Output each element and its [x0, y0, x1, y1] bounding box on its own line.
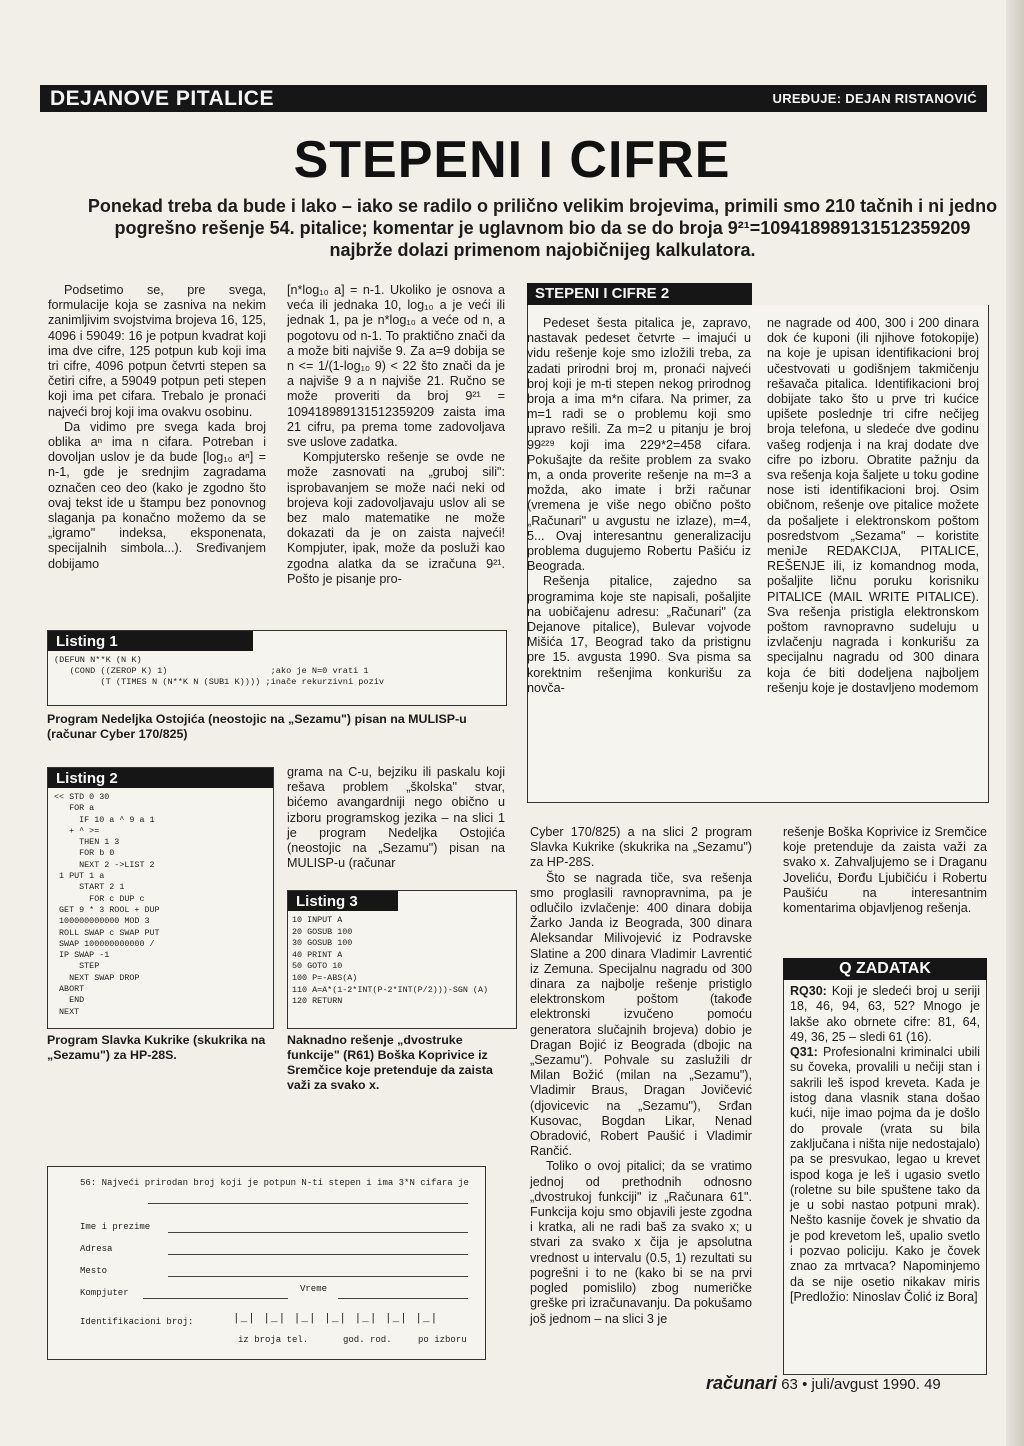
- answer-line[interactable]: [148, 1203, 468, 1204]
- listing-2-box: [47, 767, 274, 1029]
- solution-coupon: [47, 1166, 486, 1360]
- place-label: Mesto: [80, 1266, 108, 1276]
- column-2: [287, 283, 505, 587]
- listing-3-title: Listing 3: [288, 891, 398, 911]
- bullet-separator: •: [802, 1376, 808, 1393]
- q31-label: Q31:: [790, 1045, 818, 1060]
- paragraph: Da vidimo pre svega kada broj oblika aⁿ ima n cifara. Potreban i dovoljan uslov je da bude [log₁₀ aⁿ] = n-1, gde je srednjim zagradama označen ceo deo (kako je zgodno što ovaj tekst ide u štampu bez ponovnog slaganja pa konačno možemo da se „igramo" indeksa, eksponenata, specijalnih simbola...). Sređivanjem dobijamo: [48, 419, 266, 571]
- paragraph: grama na C-u, bejziku ili paskalu koji rešava problem „školska" stvar, bićemo avangardniji nego obično u izboru programskog jezika – na slici 1 je program Nedeljka Ostojića (neostojic na „Sezamu") pisan na MULISP-u (računar: [287, 765, 505, 871]
- listing-2-code: << STD 0 30 FOR a IF 10 a ^ 9 a 1 + ^ >= THEN 1 3 FOR b 0 NEXT 2 ->LIST 2 1 PUT 1 a START 2 1 FOR c DUP c GET 9 * 3 ROOL + DUP 100000000000 MOD 3 ROLL SWAP c SWAP PUT SWAP 100000000000 / IP SWAP -1 STEP NEXT SWAP DROP ABORT END NEXT: [54, 792, 160, 1017]
- q31-body: Profesionalni kriminalci ubili su čoveka, provalili u nečiji stan i sakrili leš ispod kreveta. Kada je istog dana vlasnik stana došao kući, nije imao pojma da je došlo do provale (vrata su bila zaključana i ništa nije nedostajalo) pa se presvukao, legao u krevet ispod koga je leš i ugasio svetlo (roletne su bile spuštene tako da je u sobi nastao potpuni mrak). Nešto kasnije čovek je shvatio da je pod krevetom leš, upalio svetlo i pozvao policiju. Kako je čovek znao za mrtvaca? Napominjemo da se nije osetio nikakav miris [Predložio: Ninoslav Čolić iz Bora]: [790, 1045, 980, 1304]
- paragraph: [n*log₁₀ a] = n-1. Ukoliko je osnova a veća ili jednaka 10, log₁₀ a je veći ili jednak 1, pa je n*log₁₀ a veće od n, a pogotovu od n-1. To praktično znači da a može biti najviše 9. Za a=9 dobija se n <= 1/(1-log₁₀ 9) < 22 što znači da je a najviše 9 a n najviše 21. Ručno se može proveriti da broj 9²¹ = 109418989131512359209 zaista ima 21 cifru, pa prema tome zadovoljava sve uslove zadatka.: [287, 283, 505, 450]
- page-footer: [706, 1373, 941, 1394]
- magazine-brand: računari: [706, 1373, 778, 1393]
- listing-1-caption: Program Nedeljka Ostojića (neostojic na „Sezamu") pisan na MULISP-u (računar Cyber 170/825): [47, 712, 467, 741]
- column-name: DEJANOVE PITALICE: [50, 86, 274, 110]
- paragraph: Toliko o ovoj pitalici; da se vratimo jednoj od prethodnih odnosno „dvostrukoj funkciji" iz „Računara 61". Funkcija koju smo objavili jeste zgodna i kratka, ali ne radi baš za svako x; u stvari za svako x čija je apsolutna vrednost u intervalu (0.5, 1) rezultati su pogrešni i to ne (kako bi se na prvi pogled pomislilo) zbog numeričke greške pri izračunavanju. Da pokušamo još jednom – na slici 3 je: [530, 1159, 752, 1326]
- section-header-bar: [40, 85, 987, 112]
- paragraph: Cyber 170/825) a na slici 2 program Slavka Kukrike (skukrika na „Sezamu") za HP-28S.: [530, 825, 752, 870]
- id-hint-choice: po izboru: [418, 1335, 467, 1345]
- listing-1-title: Listing 1: [48, 631, 253, 651]
- name-field[interactable]: [168, 1232, 468, 1233]
- q31-text: [790, 1045, 980, 1305]
- page-number: 49: [924, 1376, 941, 1393]
- id-boxes[interactable]: |_| |_| |_| |_| |_| |_| |_|: [233, 1313, 439, 1325]
- place-field[interactable]: [168, 1276, 468, 1277]
- issue-number: 63: [781, 1376, 798, 1393]
- paragraph: rešenje Boška Koprivice iz Sremčice koje pretenduje da zaista važi za svako x. Zahvaljujemo se i Draganu Joveliću, Đorđu Ljubičiću i Robertu Paušiću na interesantnim komentarima objavljenog rešenja.: [783, 825, 987, 916]
- page-edge: [1006, 0, 1024, 1446]
- coupon-question: 56: Najveći prirodan broj koji je potpun N-ti stepen i ima 3*N cifara je: [80, 1178, 469, 1188]
- issue-date: juli/avgust 1990.: [811, 1376, 920, 1393]
- name-label: Ime i prezime: [80, 1222, 151, 1232]
- address-label: Adresa: [80, 1244, 113, 1254]
- id-hint-year: god. rod.: [343, 1335, 392, 1345]
- column-4-lower: [783, 825, 987, 916]
- listing-1-box: [47, 630, 507, 706]
- rq30-text: [790, 984, 980, 1045]
- listing-3-caption: Naknadno rešenje „dvostruke funkcije" (R61) Boška Koprivice iz Sremčice koje pretenduje da zaista važi za svako x.: [287, 1033, 493, 1092]
- paragraph: Pedeset šesta pitalica je, zapravo, nastavak pedeset četvrte – imajući u vidu rešenje koje smo izložili treba, za zadati prirodni broj m, pronaći najveći broj koji je m-ti stepen nekog prirodnog broja a ima m*n cifara. Na primer, za m=1 radi se o problemu koji smo upravo rešili. Za m=2 u pitanju je broj 99²²⁹ koji ima 229*2=458 cifara. Pokušajte da rešite problem za svako m, a onda proverite rešenje na m=3 a možda, ako imate i brži računar (vremena je više nego obično pošto „Računari" u avgustu ne izlaze), m=4, 5... Ovaj interesantnu generalizaciju problema dugujemo Robertu Pašiću iz Beograda.: [527, 316, 751, 574]
- rq30-label: RQ30:: [790, 984, 827, 998]
- listing-3-code: 10 INPUT A 20 GOSUB 100 30 GOSUB 100 40 PRINT A 50 GOTO 10 100 P=-ABS(A) 110 A=A*(1-2*INT(P-2*INT(P/2)))-SGN (A) 120 RETURN: [292, 915, 489, 1007]
- paragraph: Što se nagrada tiče, sva rešenja smo proglasili ravnopravnima, pa je odlučilo izvlačenje: 400 dinara dobija Žarko Janda iz Beograda, 300 dinara Aleksandar Milivojević iz Podravske Slatine a 200 dinara Vladimir Lavrentić iz Zemuna. Specijalnu nagradu od 300 dinara za najbolje rešenje pristiglo elektronskom poštom (takođe elektronski izvučeno pomoću generatora slučajnih brojeva) dobio je Dragan Bojić iz Beograda (dbojic na „Sezamu"). Pohvale su zaslužili dr Milan Božić (milan na „Sezamu"), Vladimir Braus, Dragan Jovičević (djovicevic na „Sezamu"), Srđan Kusovac, Bogdan Likar, Nenad Obradović, Robert Paušić i Vladimir Rančić.: [530, 870, 752, 1159]
- q-task-box: [783, 980, 987, 1375]
- sidebar-column-1: [527, 316, 751, 696]
- sidebar-column-2: [767, 316, 979, 696]
- column-2-lower: [287, 765, 505, 871]
- computer-label: Kompjuter: [80, 1288, 129, 1298]
- listing-2-title: Listing 2: [48, 768, 273, 788]
- id-label: Identifikacioni broj:: [80, 1317, 194, 1327]
- id-hint-phone: iz broja tel.: [238, 1335, 309, 1345]
- listing-1-code: (DEFUN N**K (N K) (COND ((ZEROP K) 1) ;ako je N=0 vrati 1 (T (TIMES N (N**K N (SUB1 K)))) ;inače rekurzivni poziv: [54, 655, 385, 688]
- listing-2-caption: Program Slavka Kukrike (skukrika na „Sezamu") za HP-28S.: [47, 1033, 266, 1062]
- computer-field[interactable]: [143, 1298, 288, 1299]
- paragraph: ne nagrade od 400, 300 i 200 dinara dok će kuponi (ili njihove fotokopije) na koje je upisan identifikacioni broj učestvovati u godišnjem takmičenju rešavača pitalica. Identifikacioni broj dobijate tako što u prve tri kućice upišete poslednje tri cifre nečijeg broja telefona, u sledeće dve godinu vašeg rodjenja i na kraj dodate dve cifre po izboru. Obratite pažnju da sva rešenja koja šaljete u toku godine nose isti identifikacioni broj. Osim običnom, rešenje ove pitalice možete da pošaljete i elektronskom poštom posredstvom „Sezama" – koristite meniJe REDAKCIJA, PITALICE, REŠENJE ili, iz komandnog moda, pošaljite ličnu poruku korisniku PITALICE (MAIL WRITE PITALICE). Sva rešenja pristigla elektronskom poštom ravnopravno sudeluju u izvlačenju nagrada i konkurišu za specijalnu nagradu od 300 dinara koja će biti dodeljena najboljem rešenju koje je dostavljeno modemom: [767, 316, 979, 695]
- article-title: STEPENI I CIFRE: [293, 131, 731, 189]
- article-lead: Ponekad treba da bude i lako – iako se radilo o prilično velikim brojevima, primili smo 210 tačnih i ni jedno pogrešno rešenje 54. pitalice; komentar je uglavnom bio da se do broja 9²¹=109418989131512359209 najbrže dolazi primenom najobičnijeg kalkulatora.: [87, 196, 998, 260]
- editor-credit: UREĐUJE: DEJAN RISTANOVIĆ: [772, 91, 977, 106]
- time-label: Vreme: [300, 1284, 328, 1294]
- q-task-title: Q ZADATAK: [783, 958, 987, 980]
- column-1: [48, 283, 266, 572]
- address-field[interactable]: [168, 1254, 468, 1255]
- rq30-body: Koji je sledeći broj u seriji 18, 46, 94, 63, 52? Mnogo je lakše ako obrnete cifre: 81, 64, 49, 36, 25 – sledi 61 (16).: [790, 984, 980, 1044]
- paragraph: Kompjutersko rešenje se ovde ne može zasnovati na „gruboj sili": isprobavanjem se može naći neki od brojeva koji zadovoljavaju uslov ali se bez malo matematike ne može dokazati da je on zaista najveći! Kompjuter, ipak, može da posluži kao zgodna alatka da se izračuna 9²¹. Pošto je pisanje pro-: [287, 450, 505, 586]
- sidebar-title: STEPENI I CIFRE 2: [527, 283, 752, 305]
- paragraph: Rešenja pitalice, zajedno sa programima koje ste napisali, pošaljite na uobičajenu adresu: „Računari" (za Dejanove pitalice), Bulevar vojvode Mišića 17, Beograd tako da pristignu pre 15. avgusta 1990. Sva pisma sa korektnim rešenjima konkurišu za novča-: [527, 574, 751, 695]
- column-3-lower: [530, 825, 752, 1327]
- listing-3-box: [287, 890, 517, 1029]
- paragraph: Podsetimo se, pre svega, formulacije koja se zasniva na nekim zanimljivim svojstvima brojeva 16, 125, 4096 i 59049: 16 je potpun kvadrat koji ima dve cifre, 125 potpun kub koji ima tri cifre, 4096 potpun četvrti stepen sa četiri cifre, a 59049 potpun peti stepen koji ima pet cifara. Trebalo je pronaći najveći broj koji ima ovakvu osobinu.: [48, 283, 266, 419]
- time-field[interactable]: [338, 1298, 468, 1299]
